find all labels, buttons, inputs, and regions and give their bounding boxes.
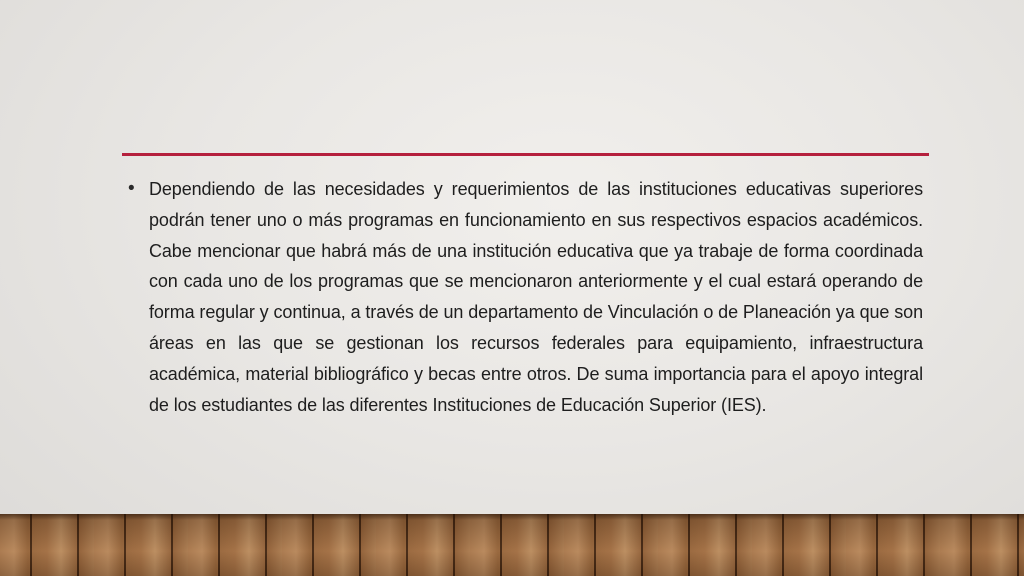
- bullet-item: [128, 174, 923, 420]
- bullet-text: Dependiendo de las necesidades y requerimientos de las instituciones educativas superiores podrán tener uno o más programas en funcionamiento en sus respectivos espacios académicos. Cabe mencionar que habrá más de una institución educativa que ya trabaje de forma coordinada con cada uno de los programas que se mencionaron anteriormente y el cual estará operando de forma regular y continua, a través de un departamento de Vinculación o de Planeación ya que son áreas en las que se gestionan los recursos federales para equipamiento, infraestructura académica, material bibliográfico y becas entre otros. De suma importancia para el apoyo integral de los estudiantes de las diferentes Instituciones de Educación Superior (IES).: [149, 179, 923, 415]
- bullet-marker: •: [128, 178, 135, 199]
- accent-divider-line: [122, 153, 929, 156]
- slide-body: [128, 174, 923, 420]
- wood-floor-shading: [0, 514, 1024, 576]
